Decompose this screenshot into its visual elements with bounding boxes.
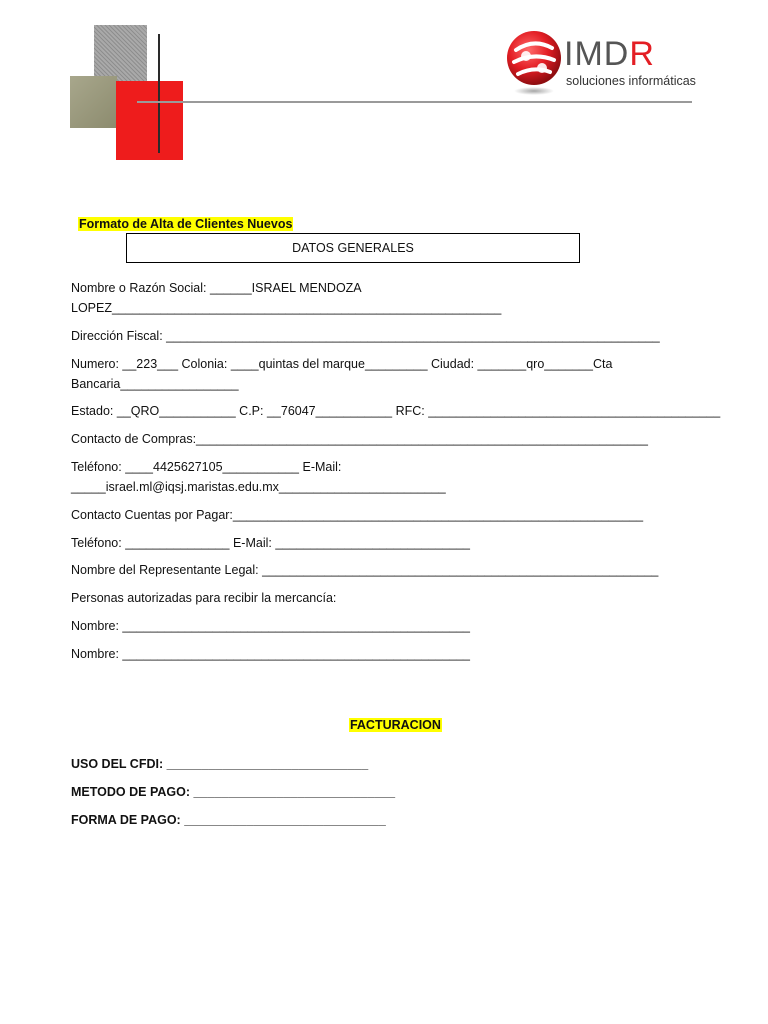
decor-vertical-line [158, 34, 160, 153]
razon-social-line: Nombre o Razón Social: ______ISRAEL MENDOZA [71, 281, 362, 295]
form-title: Formato de Alta de Clientes Nuevos [78, 217, 293, 231]
decor-olive-square [70, 76, 117, 128]
numero-colonia-line: Numero: __223___ Colonia: ____quintas del marque_________ Ciudad: _______qro_______Cta [71, 357, 613, 371]
logo-globe-icon [506, 30, 562, 96]
representante-legal-line: Nombre del Representante Legal: _________________________________________________________ [71, 563, 659, 577]
metodo-pago-line: METODO DE PAGO: _____________________________ [71, 785, 396, 799]
direccion-fiscal-line: Dirección Fiscal: _______________________________________________________________________ [71, 329, 660, 343]
section-header-label: DATOS GENERALES [292, 241, 414, 255]
nombre-line-1: Nombre: __________________________________________________ [71, 619, 470, 633]
decor-red-square [116, 81, 183, 160]
telefono-email-line-2: Teléfono: _______________ E-Mail: ____________________________ [71, 536, 470, 550]
section-header-datos-generales [126, 233, 580, 263]
contacto-pagar-line: Contacto Cuentas por Pagar:___________________________________________________________ [71, 508, 644, 522]
logo-tagline: soluciones informáticas [566, 74, 696, 88]
uso-cfdi-line: USO DEL CFDI: _____________________________ [71, 757, 369, 771]
telefono-email-line-1: Teléfono: ____4425627105___________ E-Mail: [71, 460, 342, 474]
personas-autorizadas-label: Personas autorizadas para recibir la mercancía: [71, 591, 337, 605]
cta-bancaria-line: Bancaria_________________ [71, 377, 239, 391]
email-line-1-cont: _____israel.ml@iqsj.maristas.edu.mx________________________ [71, 480, 446, 494]
nombre-line-2: Nombre: __________________________________________________ [71, 647, 470, 661]
header-rule [137, 101, 692, 103]
estado-cp-rfc-line: Estado: __QRO___________ C.P: __76047___________ RFC: __________________________________________ [71, 404, 721, 418]
forma-pago-line: FORMA DE PAGO: _____________________________ [71, 813, 386, 827]
razon-social-line-cont: LOPEZ________________________________________________________ [71, 301, 502, 315]
logo-wordmark: IMDR [564, 35, 655, 73]
facturacion-title: FACTURACION [349, 718, 441, 732]
company-logo [506, 30, 696, 98]
contacto-compras-line: Contacto de Compras:_________________________________________________________________ [71, 432, 648, 446]
